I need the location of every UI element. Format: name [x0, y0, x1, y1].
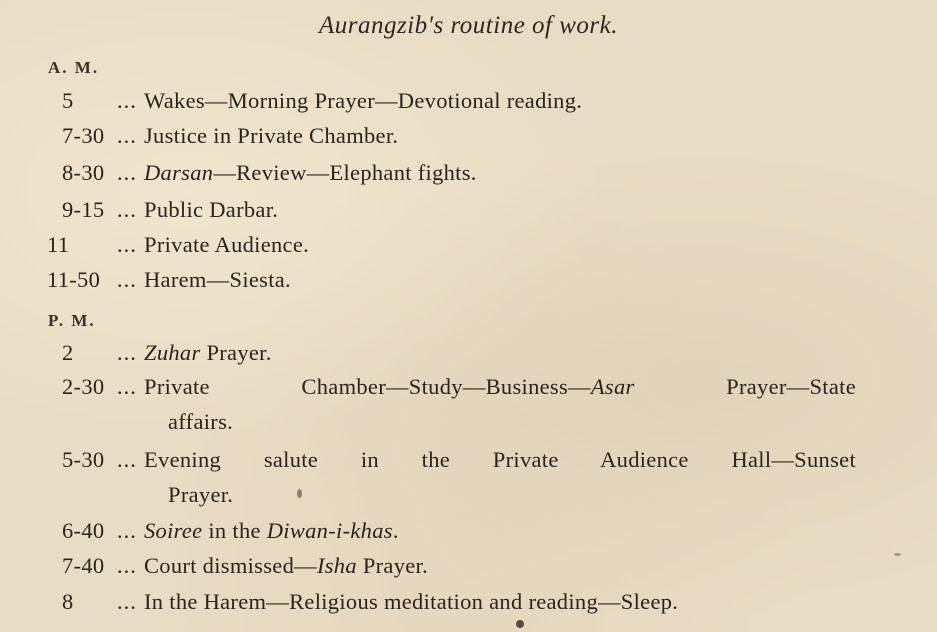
entry-text: Justice in Private Chamber.	[144, 123, 399, 148]
entry-text-part: Prayer.	[356, 553, 429, 578]
entry-time: 7-40	[62, 553, 105, 578]
entry-dots: ...	[117, 267, 137, 292]
entry-text: Harem—Siesta.	[144, 267, 291, 292]
entry-text-rest: Prayer.	[200, 340, 272, 365]
entry-continuation: Prayer.	[168, 482, 234, 507]
entry-text-part: in the	[202, 518, 267, 543]
entry-dots: ...	[117, 160, 137, 185]
entry-text: Private Audience.	[144, 232, 310, 257]
entry-dots: ...	[117, 340, 137, 365]
entry-text	[144, 370, 856, 404]
ink-speck	[297, 489, 302, 498]
entry-time: 11	[47, 232, 70, 257]
entry-time: 2-30	[62, 374, 105, 399]
entry-text-part: Court dismissed—	[144, 553, 317, 578]
entry-text	[144, 336, 272, 370]
entry-time: 2	[62, 340, 74, 365]
entry-text	[144, 514, 399, 548]
entry-dots: ...	[117, 232, 137, 257]
entry-continuation: affairs.	[168, 409, 234, 434]
entry-text-part: .	[392, 518, 399, 543]
entry-italic-term: Diwan-i-khas	[266, 518, 393, 543]
entry-dots: ...	[117, 374, 137, 399]
entry-text	[144, 156, 477, 190]
entry-dots: ...	[117, 589, 137, 614]
section-label-am: A. M.	[48, 58, 100, 77]
entry-italic-term: Asar	[590, 374, 635, 399]
entry-dots: ...	[117, 123, 137, 148]
entry-text: Evening salute in the Private Audience Hall—Sunset	[144, 447, 856, 472]
entry-time: 8-30	[62, 160, 105, 185]
entry-italic-term: Darsan	[144, 160, 214, 185]
page-title: Aurangzib's routine of work.	[319, 12, 618, 39]
entry-time: 8	[62, 589, 74, 614]
entry-dots: ...	[117, 447, 137, 472]
entry-time: 11-50	[47, 267, 101, 292]
entry-text: In the Harem—Religious meditation and reading—Sleep.	[144, 589, 679, 614]
entry-dots: ...	[117, 197, 137, 222]
entry-text	[144, 549, 428, 583]
entry-time: 5-30	[62, 447, 105, 472]
entry-time: 7-30	[62, 123, 105, 148]
entry-time: 9-15	[62, 197, 105, 222]
entry-dots: ...	[117, 518, 137, 543]
entry-time: 5	[62, 88, 74, 113]
entry-dots: ...	[117, 553, 137, 578]
section-label-pm: P. M.	[48, 311, 96, 330]
entry-italic-term: Soiree	[144, 518, 203, 543]
ink-speck	[516, 620, 524, 628]
entry-italic-term: Zuhar	[144, 340, 201, 365]
entry-text-rest: —Review—Elephant fights.	[213, 160, 477, 185]
entry-text-part: Prayer—State	[634, 374, 856, 399]
entry-time: 6-40	[62, 518, 105, 543]
entry-text: Wakes—Morning Prayer—Devotional reading.	[144, 88, 583, 113]
entry-dots: ...	[117, 88, 137, 113]
entry-italic-term: Isha	[316, 553, 357, 578]
entry-text-part: Private Chamber—Study—Business—	[144, 374, 591, 399]
ink-speck	[894, 553, 901, 556]
entry-text: Public Darbar.	[144, 197, 279, 222]
